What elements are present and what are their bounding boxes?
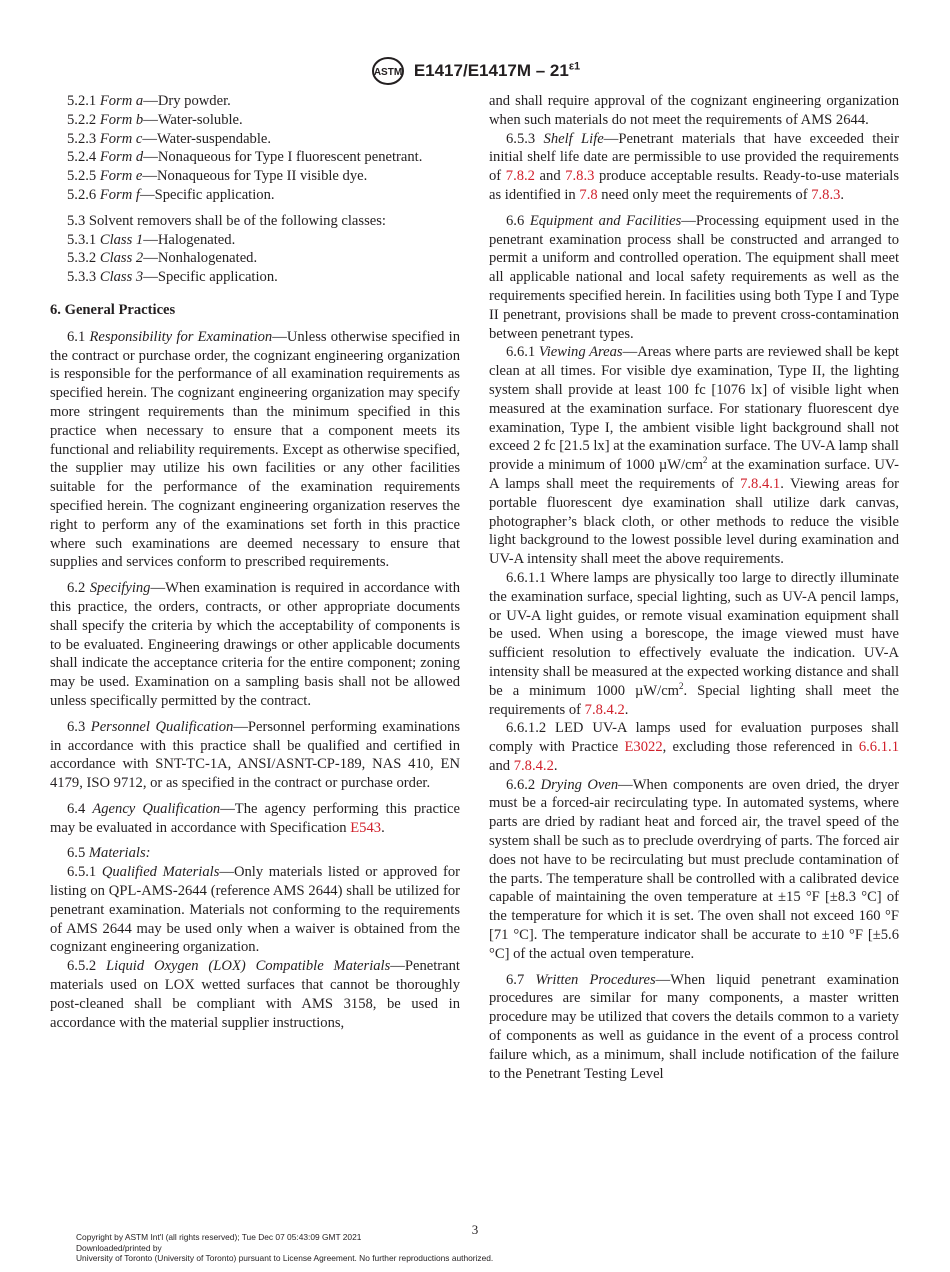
link-7-8-3[interactable]: 7.8.3 [565, 168, 595, 185]
para-6-5-3: 6.5.3 Shelf Life—Penetrant materials that have exceeded their initial shelf life date are permissible to use provided the requirements of 7.8.2 and 7.8.3 produce acceptable results. Ready-to-use materials as identified in 7.8 need only meet the requirements of 7.8.3. [489, 130, 899, 203]
link-e3022[interactable]: E3022 [624, 739, 663, 756]
link-e543[interactable]: E543 [350, 819, 382, 836]
para-6-1: 6.1 Responsibility for Examination—Unless otherwise specified in the contract or purchase order, the cognizant engineering organization is responsible for the performance of all examination requirements as specified herein. The cognizant engineering organization may specify more stringent requirements than the minimum specified in this practice when necessary to ensure that a component meets its functional and reliability requirements. Except as otherwise specified, the supplier may utilize his own facilities or any other facilities suitable for the performance of the examination requirements specified herein. The cognizant engineering organization reserves the right to perform any of the examinations set forth in this practice where such examinations are deemed necessary to ensure that supplies and services conform to prescribed requirements. [50, 328, 460, 571]
svg-text:ASTM: ASTM [373, 67, 402, 78]
link-7-8[interactable]: 7.8 [579, 186, 598, 203]
para-6-5-2-continued: and shall require approval of the cognizant engineering organization when such materials do not meet the requirements of AMS 2644. [489, 93, 899, 128]
para-6-6-1-2: 6.6.1.2 LED UV-A lamps used for evaluation purposes shall comply with Practice E3022, excluding those referenced in 6.6.1.1 and 7.8.4.2. [489, 720, 899, 774]
link-7-8-4-2-second[interactable]: 7.8.4.2 [513, 757, 554, 774]
link-7-8-2[interactable]: 7.8.2 [505, 168, 535, 185]
para-5-3-2: 5.3.2 Class 2—Nonhalogenated. [67, 250, 258, 267]
para-6-4: 6.4 Agency Qualification—The agency performing this practice may be evaluated in accordance with Specification E543. [50, 800, 461, 836]
epsilon-superscript: ε1 [568, 60, 581, 73]
para-5-2-2: 5.2.2 Form b—Water-soluble. [67, 111, 243, 128]
link-7-8-4-2[interactable]: 7.8.4.2 [584, 701, 625, 718]
para-6-7: 6.7 Written Procedures—When liquid penetrant examination procedures are similar for many components, a master written procedure may be utilized that covers the details common to a variety of components as well as guidance in the event of a process control failure which, as a minimum, shall include notification of the failure to the Penetrant Testing Level [489, 971, 899, 1082]
copyright-footer [76, 1232, 493, 1264]
footer-line-copyright: Copyright by ASTM Int'l (all rights reserved); Tue Dec 07 05:43:09 GMT 2021 [76, 1232, 362, 1242]
footer-line-downloaded: Downloaded/printed by [76, 1242, 162, 1253]
link-7-8-3-second[interactable]: 7.8.3 [811, 186, 841, 203]
para-6-6: 6.6 Equipment and Facilities—Processing equipment used in the penetrant examination process shall be constructed and arranged to permit a uniform and controlled operation. The equipment shall meet all applicable national and local safety requirements as well as the requirements specified herein. In facilities using both Type I and Type II penetrant, provisions shall be made to prevent cross-contamination between penetrant types. [489, 212, 899, 342]
para-6-5-2: 6.5.2 Liquid Oxygen (LOX) Compatible Materials—Penetrant materials used on LOX wetted surfaces that cannot be thoroughly post-cleaned shall be compliant with AMS 3158, be used in accordance with the material supplier instructions, [50, 958, 460, 1031]
link-6-6-1-1[interactable]: 6.6.1.1 [858, 739, 899, 756]
astm-logo [370, 56, 406, 86]
footer-line-license: University of Toronto (University of Toronto) pursuant to License Agreement. No further reproductions authorized. [76, 1253, 494, 1263]
para-5-2-6: 5.2.6 Form f—Specific application. [67, 186, 275, 203]
para-5-2-1: 5.2.1 Form a—Dry powder. [67, 93, 231, 109]
para-6-5-1: 6.5.1 Qualified Materials—Only materials listed or approved for listing on QPL-AMS-2644 (reference AMS 2644) shall be utilized for penetrant examination. Materials not conforming to the requirements of AMS 2644 may be used only when a waiver is obtained from the cognizant engineering organization. [50, 864, 460, 956]
para-5-2-4: 5.2.4 Form d—Nonaqueous for Type I fluorescent penetrant. [67, 149, 423, 166]
para-6-3: 6.3 Personnel Qualification—Personnel performing examinations in accordance with this practice shall be qualified and certified in accordance with SNT-TC-1A, ANSI/ASNT-CP-189, NAS 410, EN 4179, ISO 9712, or as specified in the contract or purchase order. [50, 718, 461, 792]
para-6-6-2: 6.6.2 Drying Oven—When components are oven dried, the dryer must be a forced-air recirculating type. In automated systems, where parts are dried by radiant heat and forced air, the travel speed of the system shall be such as to preclude overdrying of parts. The forced air does not have to be recirculating but must preclude contamination of the parts. The temperature shall be controlled with a calibrated device capable of maintaining the oven temperature at ±15 °F [±8.3 °C] of the temperature for which it is set. The oven shall not exceed 160 °F [71 °C]. The temperature indicator shall be accurate to ±10 °F [±5.6 °C] of the actual oven temperature. [489, 776, 899, 962]
para-5-3: 5.3 Solvent removers shall be of the following classes: [67, 212, 386, 229]
para-6-5: 6.5 Materials: [67, 845, 151, 862]
para-5-2-5: 5.2.5 Form e—Nonaqueous for Type II visible dye. [67, 168, 368, 185]
para-5-3-3: 5.3.3 Class 3—Specific application. [67, 269, 278, 286]
para-6-6-1: 6.6.1 Viewing Areas—Areas where parts are reviewed shall be kept clean at all times. For visible dye examination, Type II, the lighting system shall provide at least 100 fc [1076 lx] of visible light when measured at the examination surface. For stationary fluorescent dye examination, Type I, the ambient visible light background shall not exceed 2 fc [21.5 lx] at the examination surface. The UV-A lamp shall provide a minimum of 1000 $\mu W/cm^2$ at the examination surface. UV-A lamps shall meet the requirements of 7.8.4.1. Viewing areas for portable fluorescent dye examination shall utilize dark canvas, photographer’s black cloth, or other methods to reduce the visible light background to the lowest possible level during examination and UV-A intensity shall meet the above requirements. [489, 344, 899, 568]
para-6-6-1-1: 6.6.1.1 Where lamps are physically too large to directly illuminate the examination surface, special lighting, such as UV-A pencil lamps, or UV-A light guides, or remote visual examination equipment shall be used. When using a borescope, the image viewed must have sufficient resolution to effectively evaluate the indication. UV-A intensity shall be measured at the expected working distance and shall be a minimum 1000 $\mu W/cm^2$. Special lighting shall meet the requirements of 7.8.4.2. [489, 569, 899, 718]
para-6-2: 6.2 Specifying—When examination is required in accordance with this practice, the orders, contracts, or other appropriate documents shall specify the criteria by which the acceptability of components is to be evaluated. Engineering drawings or other applicable documents shall indicate the acceptance criteria for the entire component; zoning may be used. Examination on a sampling basis shall not be allowed unless specifically permitted by the contract. [50, 580, 460, 709]
para-5-3-1: 5.3.1 Class 1—Halogenated. [67, 231, 236, 248]
section-heading-6: 6. General Practices [50, 301, 176, 318]
running-header [0, 56, 950, 88]
page-number: 3 [471, 1222, 479, 1237]
link-7-8-4-1[interactable]: 7.8.4.1 [740, 475, 781, 492]
para-5-2-3: 5.2.3 Form c—Water-suspendable. [67, 130, 272, 147]
left-column [50, 92, 460, 1032]
right-column [489, 92, 899, 1083]
standard-designation: $E1417/E1417M - 21^{\varepsilon 1}$ [413, 60, 581, 80]
